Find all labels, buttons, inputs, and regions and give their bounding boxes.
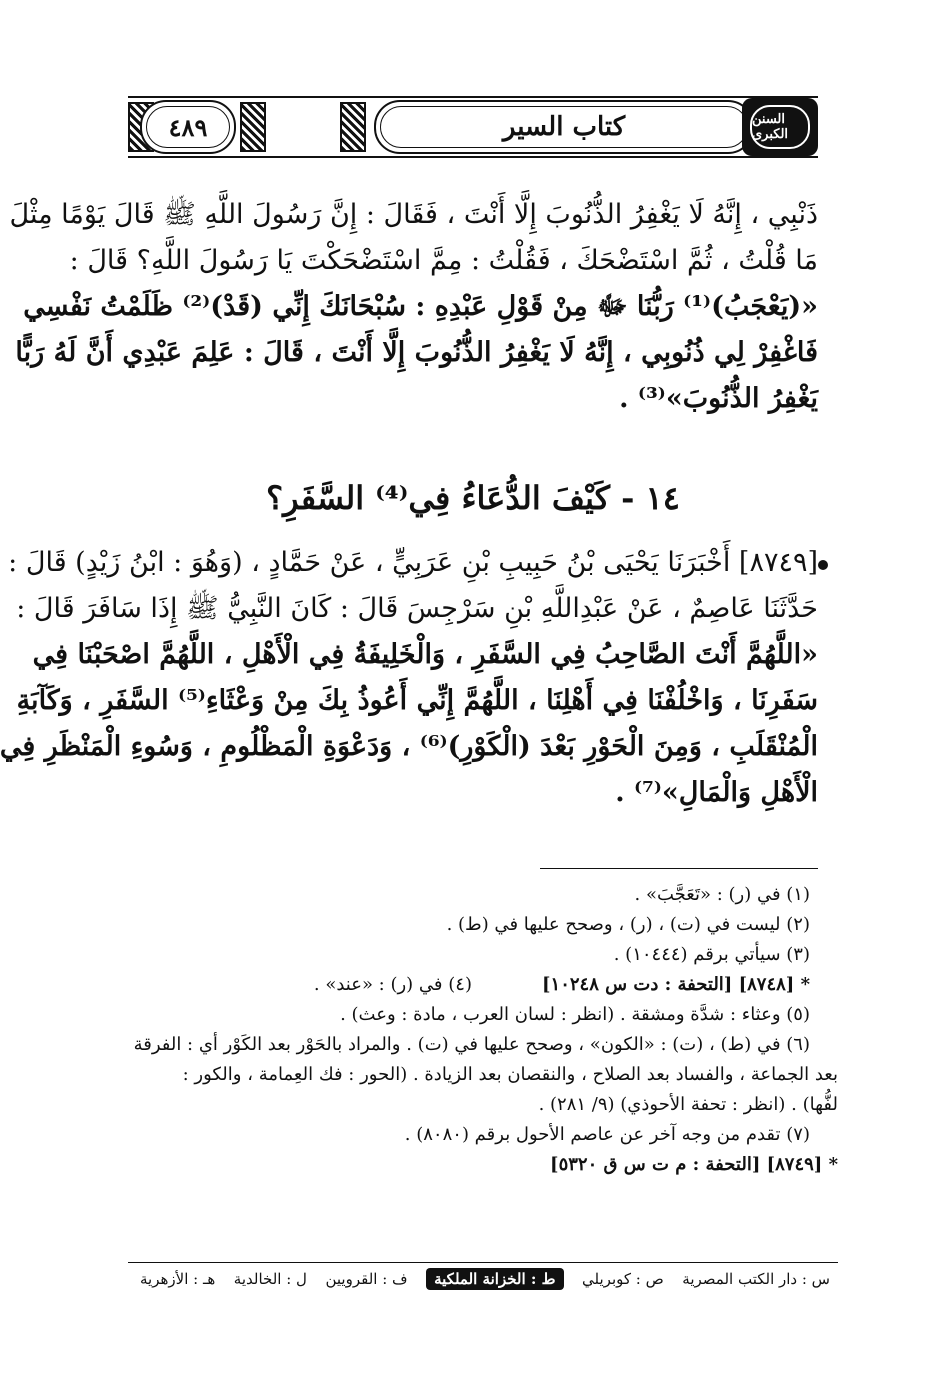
text-line: فَاغْفِرْ لِي ذُنُوبِي ، إِنَّهُ لَا يَغْفِرُ الذُّنُوبَ إِلَّا أَنْتَ ، قَالَ : عَلِمَ عَبْدِي أَنَّ لَهُ رَبًّا [15,337,818,368]
footnote: (٥) وعثاء : شدَّة ومشقة . (انظر : لسان العرب ، مادة : وعث) . [340,1004,810,1025]
text-line: حَدَّثَنَا عَاصِمٌ ، عَنْ عَبْدِاللَّهِ بْنِ سَرْجِسَ قَالَ : كَانَ النَّبِيُّ ﷺ إِذَا سَافَرَ قَالَ : [16,593,818,624]
tuhfa-reference: * [٨٧٤٩] [التحفة : م ت س ق ٥٣٢٠] [550,1154,838,1175]
main-text-top [9,192,818,422]
text-line: «(يَعْجَبُ)⁽¹⁾ رَبُّنَا ﷻ مِنْ قَوْلِ عَبْدِهِ : سُبْحَانَكَ إِنِّي (قَدْ)⁽²⁾ ظَلَمْتُ نَفْسِي [23,291,818,322]
legend-item: هـ : الأزهرية [140,1270,216,1288]
footnote: (٣) سيأتي برقم (١٠٤٤٤) . [613,944,810,965]
manuscript-legend [140,1268,830,1290]
page-number-cartouche [140,100,236,154]
legend-separator [128,1262,838,1263]
footnote: (٤) في (ر) : «عند» . [313,974,472,995]
ornament-lattice-mid [340,102,366,152]
legend-item: ص : كوبريلي [582,1270,664,1288]
section-heading: ١٤ - كَيْفَ الدُّعَاءُ فِي⁽⁴⁾ السَّفَرِ؟ [266,479,680,517]
legend-item: س : دار الكتب المصرية [682,1270,830,1288]
book-title: كتاب السير [502,112,626,142]
text-line: ذَنْبِي ، إِنَّهُ لَا يَغْفِرُ الذُّنُوبَ إِلَّا أَنْتَ ، فَقَالَ : إِنَّ رَسُولَ اللَّهِ ﷺ قَالَ يَوْمًا مِثْلَ [9,199,818,230]
footnote-continuation: بعد الجماعة ، والفساد بعد الصلاح ، والنقصان بعد الزيادة . (الحور : فك العِمامة ، والكور : [182,1064,838,1085]
tuhfa-reference: * [٨٧٤٨] [التحفة : دت س ١٠٢٤٨] [542,974,810,995]
footnote: (٢) ليست في (ت) ، (ر) ، وصحح عليها في (ط) . [446,914,810,935]
logo-emblem: السنن الكبرى [750,105,810,149]
text-line: يَغْفِرُ الذُّنُوبَ»⁽³⁾ . [619,383,818,414]
page-number: ٤٨٩ [168,112,208,142]
title-cartouche [374,100,754,154]
series-logo [742,98,818,156]
text-line: الْمُنْقَلَبِ ، وَمِنَ الْحَوْرِ بَعْدَ (الْكَوْرِ)⁽⁶⁾ ، وَدَعْوَةِ الْمَظْلُومِ ، وَسُوءِ الْمَنْظَرِ فِي [0,731,818,762]
text-line: «اللَّهُمَّ أَنْتَ الصَّاحِبُ فِي السَّفَرِ ، وَالْخَلِيفَةُ فِي الْأَهْلِ ، اللَّهُمَّ اصْحَبْنَا فِي [32,639,818,670]
ornament-lattice-mid-left [240,102,266,152]
footnote: (٧) تقدم من وجه آخر عن عاصم الأحول برقم (٨٠٨٠) . [404,1124,810,1145]
footnotes [128,880,838,1180]
text-line: الْأَهْلِ وَالْمَالِ»⁽⁷⁾ . [615,777,818,808]
header-bottom-rule [128,156,818,158]
header-top-rule [128,96,818,98]
text-line: سَفَرِنَا ، وَاخْلُفْنَا فِي أَهْلِنَا ، اللَّهُمَّ إِنِّي أَعُوذُ بِكَ مِنْ وَعْثَاءِ⁽⁵⁾ السَّفَرِ ، وَكَآبَةِ [16,685,818,716]
footnote-continuation: لفُّها) . (انظر : تحفة الأحوذي) (٩/ ٢٨١) . [538,1094,838,1115]
legend-item-highlighted: ط : الخزانة الملكية [426,1268,563,1290]
hadith-text [0,540,818,816]
legend-item: ل : الخالدية [233,1270,307,1288]
footnote: (١) في (ر) : «تَعَجَّبَ» . [634,884,810,905]
text-line: [٨٧٤٩] أَخْبَرَنَا يَحْيَى بْنُ حَبِيبِ بْنِ عَرَبِيٍّ ، عَنْ حَمَّادٍ ، (وَهُوَ : ابْنُ زَيْدٍ) قَالَ : [8,547,818,578]
page-header [128,96,818,158]
footnote-separator [540,868,818,869]
footnote: (٦) في (ط) ، (ت) : «الكون» ، وصحح عليها في (ت) . والمراد بالحَوْر بعد الكَوْر أي : الفرقة [133,1034,810,1055]
legend-item: ف : القرويين [325,1270,408,1288]
footnote-row [128,970,838,1000]
hadith-bullet [818,560,828,570]
text-line: مَا قُلْتُ ، ثُمَّ اسْتَضْحَكَ ، فَقُلْتُ : مِمَّ اسْتَضْحَكْتَ يَا رَسُولَ اللَّهِ؟ قَالَ : [69,245,818,276]
